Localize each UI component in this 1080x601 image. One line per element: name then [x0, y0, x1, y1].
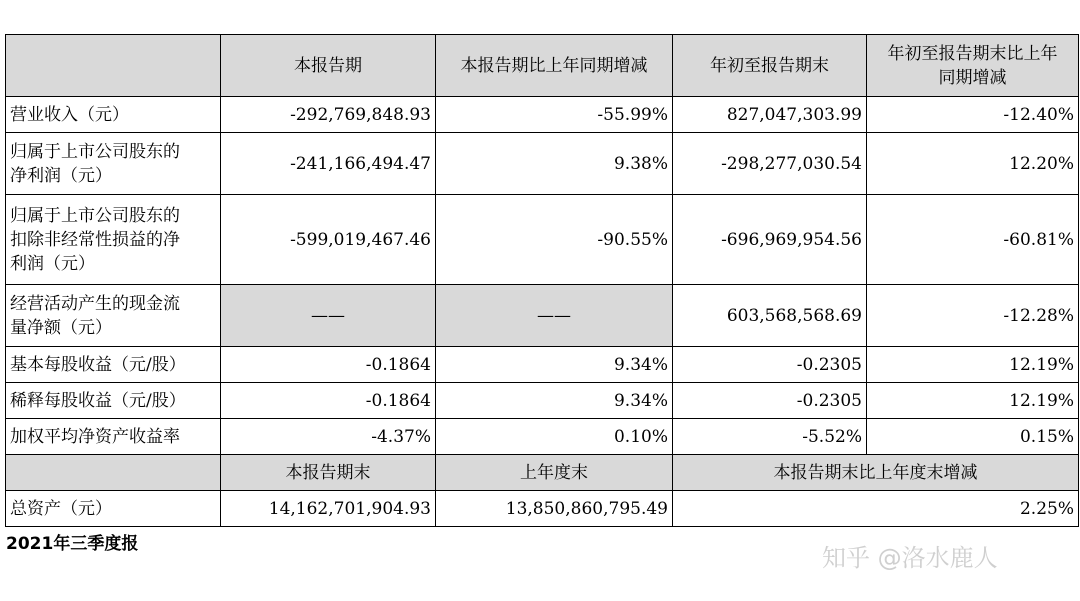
row-label-line: 利润（元） [10, 253, 95, 274]
row-value-c1: -292,769,848.93 [221, 97, 436, 133]
row-value-c3: -5.52% [673, 419, 867, 455]
row-value-c3: 827,047,303.99 [673, 97, 867, 133]
total-assets-row [6, 491, 1079, 527]
total-assets-prior-year-end: 13,850,860,795.49 [436, 491, 673, 527]
header-ytd-yoy-line1: 年初至报告期末比上年 [887, 43, 1058, 64]
row-value-c1: -0.1864 [221, 383, 436, 419]
subheader-blank-cell [6, 455, 221, 491]
row-value-c1: -241,166,494.47 [221, 133, 436, 195]
header-ytd-yoy-line2: 同期增减 [938, 67, 1007, 88]
row-label-line: 营业收入（元） [10, 104, 129, 125]
table-row [6, 97, 1079, 133]
row-label-line: 经营活动产生的现金流 [10, 293, 180, 314]
row-value-c2: -90.55% [436, 195, 673, 285]
row-value-c4: 12.19% [867, 347, 1079, 383]
header-current-period: 本报告期 [221, 35, 436, 97]
row-value-c4: 0.15% [867, 419, 1079, 455]
row-label-line: 稀释每股收益（元/股） [10, 390, 186, 411]
row-value-c2: 9.34% [436, 383, 673, 419]
row-value-c4: 12.20% [867, 133, 1079, 195]
row-label [6, 285, 221, 347]
row-label-line: 基本每股收益（元/股） [10, 354, 186, 375]
row-value-c4: 12.19% [867, 383, 1079, 419]
row-value-c3: 603,568,568.69 [673, 285, 867, 347]
row-value-c2: —— [436, 285, 673, 347]
header-blank-cell [6, 35, 221, 97]
row-label-line: 归属于上市公司股东的 [10, 141, 180, 162]
table-row [6, 383, 1079, 419]
table-row [6, 419, 1079, 455]
row-value-c2: 9.34% [436, 347, 673, 383]
row-label [6, 419, 221, 455]
header-row [6, 35, 1079, 97]
header-ytd-yoy [867, 35, 1079, 97]
row-value-c2: 0.10% [436, 419, 673, 455]
row-label-line: 净利润（元） [10, 165, 112, 186]
row-value-c1: -0.1864 [221, 347, 436, 383]
row-value-c3: -696,969,954.56 [673, 195, 867, 285]
table-row [6, 285, 1079, 347]
table-row [6, 347, 1079, 383]
subheader-period-end: 本报告期末 [221, 455, 436, 491]
table-row [6, 133, 1079, 195]
row-value-c1: -4.37% [221, 419, 436, 455]
report-caption: 2021年三季度报 [6, 534, 139, 554]
financial-table [5, 34, 1079, 527]
row-value-c2: -55.99% [436, 97, 673, 133]
row-value-c4: -12.28% [867, 285, 1079, 347]
row-label [6, 347, 221, 383]
row-label [6, 383, 221, 419]
row-value-c4: -60.81% [867, 195, 1079, 285]
row-value-c1: —— [221, 285, 436, 347]
header-current-period-yoy: 本报告期比上年同期增减 [436, 35, 673, 97]
table-row [6, 195, 1079, 285]
row-label-line: 扣除非经常性损益的净 [10, 229, 180, 250]
table-body [6, 97, 1079, 455]
row-value-c2: 9.38% [436, 133, 673, 195]
total-assets-period-end: 14,162,701,904.93 [221, 491, 436, 527]
row-label [6, 195, 221, 285]
total-assets-change: 2.25% [673, 491, 1079, 527]
row-value-c4: -12.40% [867, 97, 1079, 133]
row-label [6, 97, 221, 133]
total-assets-label: 总资产（元） [6, 491, 221, 527]
row-label [6, 133, 221, 195]
row-value-c1: -599,019,467.46 [221, 195, 436, 285]
row-value-c3: -0.2305 [673, 383, 867, 419]
row-label-line: 加权平均净资产收益率 [10, 426, 180, 447]
row-label-line: 归属于上市公司股东的 [10, 205, 180, 226]
watermark: 知乎 @洛水鹿人 [822, 544, 998, 572]
subheader-prior-year-end: 上年度末 [436, 455, 673, 491]
header-ytd: 年初至报告期末 [673, 35, 867, 97]
subheader-change: 本报告期末比上年度末增减 [673, 455, 1079, 491]
subheader-row [6, 455, 1079, 491]
row-value-c3: -0.2305 [673, 347, 867, 383]
row-label-line: 量净额（元） [10, 317, 112, 338]
row-value-c3: -298,277,030.54 [673, 133, 867, 195]
